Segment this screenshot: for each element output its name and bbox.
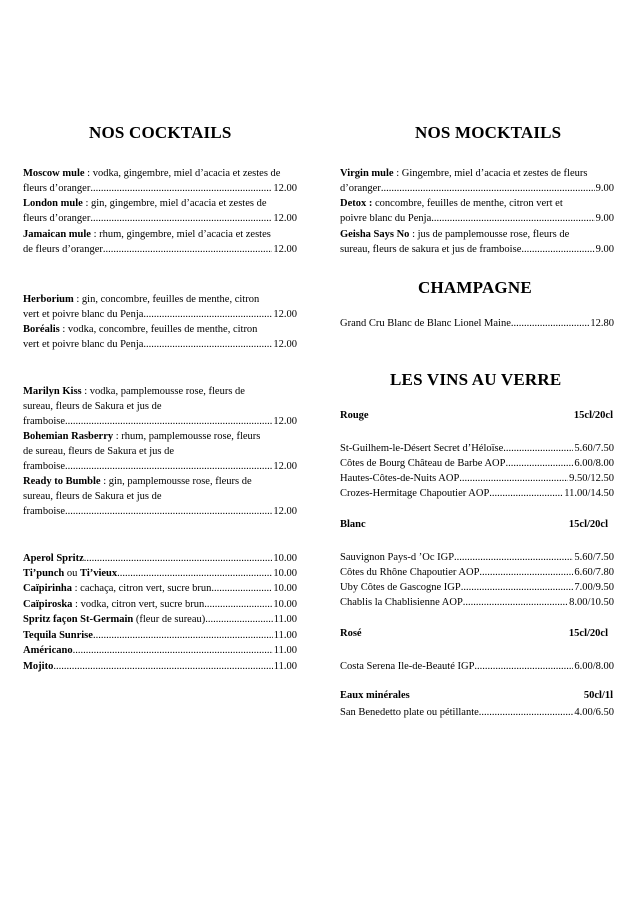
item-name: Ti’punch xyxy=(23,568,65,579)
item-name: Herborium xyxy=(23,294,74,305)
wine-name: Crozes-Hermitage Chapoutier AOP xyxy=(340,488,490,499)
item-desc: : vodka, citron vert, sucre brun xyxy=(72,599,205,610)
item-name: Marilyn Kiss xyxy=(23,386,82,397)
item-desc-line2: de sureau, fleurs de Sakura et jus de xyxy=(23,446,175,457)
wines-title: LES VINS AU VERRE xyxy=(390,370,562,389)
item-desc-line2: sureau, fleurs de Sakura et jus de xyxy=(23,401,162,412)
item-name: Tequila Sunrise xyxy=(23,630,93,641)
wine-row xyxy=(340,580,614,595)
wine-price: 8.00/10.50 xyxy=(569,597,614,608)
wine-name: Sauvignon Pays-d ’Oc IGP xyxy=(340,552,455,563)
wine-row xyxy=(340,565,614,580)
menu-item-aperol-spritz xyxy=(23,551,297,566)
wine-price: 9.50/12.50 xyxy=(569,473,614,484)
wine-name: Côtes de Bourg Château de Barbe AOP xyxy=(340,458,506,469)
item-desc: : vodka, gingembre, miel d’acacia et zestes de xyxy=(84,168,281,179)
wine-price: 7.00/9.50 xyxy=(574,582,614,593)
section-header-rouge xyxy=(340,410,614,421)
item-price: 10.00 xyxy=(273,583,297,594)
wine-row xyxy=(340,441,614,456)
water-list xyxy=(340,705,614,720)
item-desc-line2: sureau, fleurs de Sakura et jus de xyxy=(23,491,162,502)
wine-list-rouge xyxy=(340,441,614,501)
item-desc: (fleur de sureau) xyxy=(133,614,206,625)
wine-list-rose xyxy=(340,659,614,674)
menu-item-bohemian-rasberry xyxy=(23,429,297,474)
wine-list-blanc xyxy=(340,550,614,610)
item-desc: : vodka, pamplemousse rose, fleurs de xyxy=(81,386,245,397)
wine-price: 5.60/7.50 xyxy=(574,443,614,454)
wine-price: 6.00/8.00 xyxy=(574,458,614,469)
section-header-eaux xyxy=(340,690,614,701)
wine-price: 11.00/14.50 xyxy=(564,488,614,499)
item-name: Geisha Says No xyxy=(340,229,410,240)
menu-item-caipiroska xyxy=(23,597,297,612)
cocktails-title: NOS COCKTAILS xyxy=(89,123,232,142)
water-price: 4.00/6.50 xyxy=(574,707,614,718)
item-name: Grand Cru Blanc de Blanc Lionel Maine xyxy=(340,318,511,329)
section-label: Rosé xyxy=(340,628,362,639)
item-name: Américano xyxy=(23,645,73,656)
item-name: Jamaican mule xyxy=(23,229,91,240)
item-connector: ou xyxy=(64,568,80,579)
wine-row xyxy=(340,486,614,501)
item-price: 10.00 xyxy=(273,568,297,579)
wine-name: St-Guilhem-le-Désert Secret d’Héloïse xyxy=(340,443,504,454)
item-price: 12.00 xyxy=(273,461,297,472)
menu-item-london-mule xyxy=(23,196,297,226)
menu-item-virgin-mule xyxy=(340,166,614,196)
item-desc-cont: vert et poivre blanc du Penja xyxy=(23,339,144,350)
item-price: 12.00 xyxy=(273,309,297,320)
mocktails-title: NOS MOCKTAILS xyxy=(415,123,562,142)
section-unit: 15cl/20cl xyxy=(568,628,608,639)
wine-price: 6.60/7.80 xyxy=(574,567,614,578)
item-price: 12.00 xyxy=(273,416,297,427)
item-name: Caïpiroska xyxy=(23,599,73,610)
wine-price: 6.00/8.00 xyxy=(574,661,614,672)
section-unit: 15cl/20cl xyxy=(568,519,608,530)
wine-row xyxy=(340,659,614,674)
item-desc: : rhum, gingembre, miel d’acacia et zestes xyxy=(90,229,271,240)
item-desc: : jus de pamplemousse rose, fleurs de xyxy=(409,229,570,240)
item-price: 11.00 xyxy=(273,661,297,672)
item-desc-cont: framboise xyxy=(23,416,65,427)
menu-item-americano xyxy=(23,643,297,658)
item-price: 12.00 xyxy=(273,183,297,194)
menu-item-champagne xyxy=(340,316,614,331)
item-desc-cont: d’oranger xyxy=(340,183,381,194)
water-name: San Benedetto plate ou pétillante xyxy=(340,707,479,718)
item-price: 11.00 xyxy=(273,630,297,641)
item-desc-cont: vert et poivre blanc du Penja xyxy=(23,309,144,320)
menu-item-spritz-st-germain xyxy=(23,612,297,627)
item-price: 9.00 xyxy=(595,244,614,255)
section-unit: 50cl/1l xyxy=(583,690,613,701)
item-name: Mojito xyxy=(23,661,54,672)
item-desc: : gin, gingembre, miel d’acacia et zestes de xyxy=(82,198,267,209)
item-name: Bohemian Rasberry xyxy=(23,431,114,442)
item-name: Moscow mule xyxy=(23,168,85,179)
item-price: 12.00 xyxy=(273,506,297,517)
item-price: 9.00 xyxy=(595,183,614,194)
wine-row xyxy=(340,471,614,486)
item-desc: concombre, feuilles de menthe, citron vert et xyxy=(372,198,563,209)
wine-row xyxy=(340,595,614,610)
item-desc-cont: fleurs d’oranger xyxy=(23,183,91,194)
item-price: 10.00 xyxy=(273,553,297,564)
item-name: Aperol Spritz xyxy=(23,553,84,564)
menu-item-moscow-mule xyxy=(23,166,297,196)
section-label: Eaux minérales xyxy=(340,690,410,701)
wine-name: Hautes-Côtes-de-Nuits AOP xyxy=(340,473,460,484)
item-name: Virgin mule xyxy=(340,168,394,179)
wine-name: Chablis la Chablisienne AOP xyxy=(340,597,463,608)
menu-item-caipirinha xyxy=(23,581,297,596)
section-unit: 15cl/20cl xyxy=(573,410,613,421)
item-desc: : cachaça, citron vert, sucre brun xyxy=(72,583,212,594)
item-desc-cont: framboise xyxy=(23,461,65,472)
item-desc: : gin, concombre, feuilles de menthe, citron xyxy=(73,294,260,305)
menu-item-ready-to-bumble xyxy=(23,474,297,519)
item-desc-cont: de fleurs d’oranger xyxy=(23,244,103,255)
item-price: 11.00 xyxy=(273,614,297,625)
item-desc-cont: sureau, fleurs de sakura et jus de framboise xyxy=(340,244,522,255)
item-price: 12.00 xyxy=(273,244,297,255)
item-name: Spritz façon St-Germain xyxy=(23,614,134,625)
menu-item-marilyn-kiss xyxy=(23,384,297,429)
wine-row xyxy=(340,550,614,565)
item-name: Ready to Bumble xyxy=(23,476,101,487)
item-price: 12.80 xyxy=(590,318,614,329)
item-desc-cont: fleurs d’oranger xyxy=(23,213,91,224)
wine-row xyxy=(340,456,614,471)
section-header-rose xyxy=(340,628,614,639)
menu-item-tequila-sunrise xyxy=(23,628,297,643)
item-price: 9.00 xyxy=(595,213,614,224)
item-desc: : rhum, pamplemousse rose, fleurs xyxy=(113,431,261,442)
item-desc: : gin, pamplemousse rose, fleurs de xyxy=(100,476,252,487)
menu-item-jamaican-mule xyxy=(23,227,297,257)
item-desc-cont: framboise xyxy=(23,506,65,517)
item-name: Boréalis xyxy=(23,324,60,335)
item-price: 12.00 xyxy=(273,213,297,224)
item-name: Caïpirinha xyxy=(23,583,73,594)
wine-name: Costa Serena Ile-de-Beauté IGP xyxy=(340,661,475,672)
water-row xyxy=(340,705,614,720)
item-price: 10.00 xyxy=(273,599,297,610)
item-name: London mule xyxy=(23,198,83,209)
item-price: 12.00 xyxy=(273,339,297,350)
menu-item-detox xyxy=(340,196,614,226)
menu-item-tipunch xyxy=(23,566,297,581)
wine-price: 5.60/7.50 xyxy=(574,552,614,563)
item-desc: : vodka, concombre, feuilles de menthe, citron xyxy=(59,324,258,335)
item-desc-cont: poivre blanc du Penja xyxy=(340,213,432,224)
wine-name: Uby Côtes de Gascogne IGP xyxy=(340,582,461,593)
section-label: Rouge xyxy=(340,410,369,421)
item-desc: : Gingembre, miel d’acacia et zestes de fleurs xyxy=(393,168,588,179)
menu-item-mojito xyxy=(23,659,297,674)
section-header-blanc xyxy=(340,519,614,530)
menu-item-herborium xyxy=(23,292,297,322)
champagne-title: CHAMPAGNE xyxy=(418,278,532,297)
item-price: 11.00 xyxy=(273,645,297,656)
item-name: Detox : xyxy=(340,198,373,209)
item-name-alt: Ti’vieux xyxy=(80,568,118,579)
section-label: Blanc xyxy=(340,519,366,530)
menu-item-borealis xyxy=(23,322,297,352)
wine-name: Côtes du Rhône Chapoutier AOP xyxy=(340,567,480,578)
menu-item-geisha-says-no xyxy=(340,227,614,257)
